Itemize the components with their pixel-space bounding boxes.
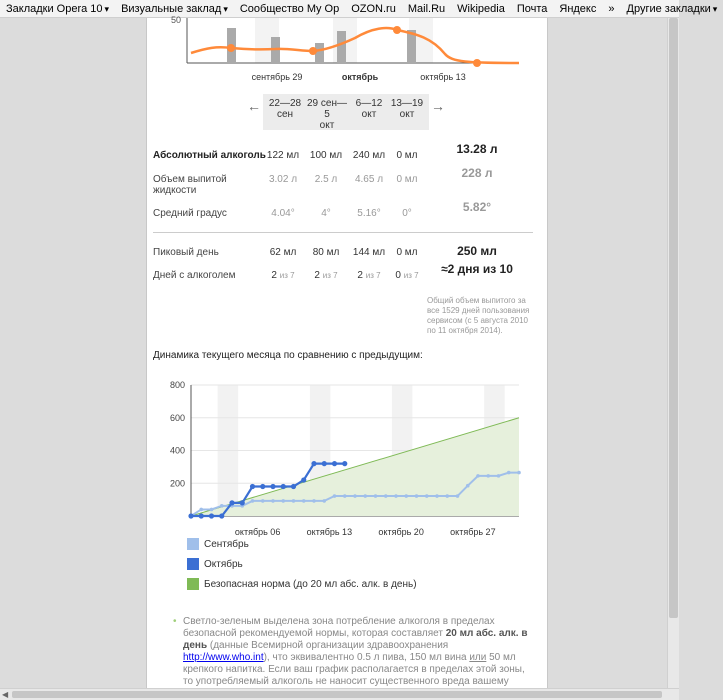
page-content [146, 15, 548, 688]
september-point [466, 484, 470, 488]
september-point [271, 499, 275, 503]
comparison-title: Динамика текущего месяца по сравнению с предыдущим: [153, 350, 423, 361]
october-point [281, 484, 286, 489]
comparison-chart [147, 373, 549, 537]
october-point [332, 461, 337, 466]
october-point [291, 484, 296, 489]
september-point [445, 494, 449, 498]
stat-label-volume: Объем выпитой жидкости [153, 174, 227, 196]
prev-week-arrow-icon[interactable]: ← [247, 98, 261, 114]
stat-value: 144 мл [352, 247, 386, 258]
september-point [333, 494, 337, 498]
september-point [507, 471, 511, 475]
september-point [425, 494, 429, 498]
stat-value: 0 мл [396, 174, 418, 185]
y-tick-label: 600 [169, 412, 185, 423]
legend-swatch [187, 578, 199, 590]
stat-total: 228 л [461, 166, 493, 180]
chevron-down-icon: ▾ [223, 3, 228, 14]
bullet-icon: • [173, 616, 177, 627]
september-point [435, 494, 439, 498]
left-margin [0, 18, 146, 688]
september-point [199, 508, 203, 512]
september-point [384, 494, 388, 498]
september-point [251, 499, 255, 503]
legend-swatch [187, 538, 199, 550]
scroll-left-icon[interactable]: ◀ [2, 690, 9, 699]
divider [153, 232, 533, 233]
legend-item-october: Октябрь [187, 558, 243, 570]
stat-value: 100 мл [309, 150, 343, 161]
september-point [374, 494, 378, 498]
stat-total: 250 мл [457, 244, 497, 258]
x-tick-label: сентябрь 29 [251, 72, 303, 82]
october-point [229, 500, 234, 505]
stat-value: 3.02 л [268, 174, 298, 185]
y-tick-label: 800 [169, 380, 185, 390]
footnote: Общий объем выпитого за все 1529 дней пользования сервисом (с 5 августа 2010 по 11 октября 2014). [427, 296, 530, 335]
stat-value: 240 мл [352, 150, 386, 161]
september-point [517, 471, 521, 475]
bookmark-my-opera[interactable]: Сообщество My Op [239, 2, 340, 15]
bookmark-yandex[interactable]: Яндекс [559, 2, 597, 15]
stat-value: 0° [402, 208, 412, 219]
september-point [497, 474, 501, 478]
october-point [240, 500, 245, 505]
stat-value: 4.65 л [354, 174, 384, 185]
x-tick-label: октябрь 20 [378, 527, 424, 537]
stat-value: 0 мл [396, 150, 418, 161]
chevron-down-icon: ▾ [104, 3, 110, 14]
chevron-down-icon: ▾ [712, 3, 718, 14]
x-tick-label: октябрь 13 [306, 527, 353, 537]
september-point [322, 499, 326, 503]
who-link[interactable]: http://www.who.int [183, 652, 264, 663]
september-point [353, 494, 357, 498]
september-point [476, 474, 480, 478]
october-point [188, 513, 193, 518]
bookmark-other[interactable]: Другие закладки ▾ [626, 2, 718, 15]
trend-point [227, 44, 235, 52]
bookmark-visual[interactable]: Визуальные заклад ▾ [121, 2, 228, 15]
horizontal-scrollbar[interactable] [0, 688, 679, 700]
september-point [302, 499, 306, 503]
september-point [343, 494, 347, 498]
october-point [209, 513, 214, 518]
next-week-arrow-icon[interactable]: → [431, 98, 445, 114]
trend-point [473, 59, 481, 67]
october-point [250, 484, 255, 489]
legend-swatch [187, 558, 199, 570]
trend-point [393, 26, 401, 34]
y-tick-label: 50 [170, 15, 181, 25]
y-tick-label: 400 [169, 445, 185, 456]
trend-point [309, 47, 317, 55]
scrollbar-thumb[interactable] [12, 691, 662, 698]
september-point [312, 499, 316, 503]
right-margin [549, 18, 667, 688]
september-point [220, 504, 224, 508]
bookmark-mailru[interactable]: Mail.Ru [407, 2, 446, 15]
stat-label-avg-degree: Средний градус [153, 208, 227, 219]
stat-value: 4.04° [271, 208, 295, 219]
stat-value: 62 мл [269, 247, 297, 258]
september-point [394, 494, 398, 498]
legend-item-safe-norm: Безопасная норма (до 20 мл абс. алк. в день) [187, 578, 417, 590]
october-point [342, 461, 347, 466]
vertical-scrollbar[interactable] [667, 18, 679, 688]
week-item[interactable]: 13—19 окт [390, 98, 424, 120]
week-bar [337, 31, 346, 63]
stat-value: 122 мл [266, 150, 300, 161]
september-point [404, 494, 408, 498]
x-tick-label: октябрь 27 [450, 527, 496, 537]
october-point [322, 461, 327, 466]
september-point [363, 494, 367, 498]
y-tick-label: 200 [169, 478, 185, 489]
bookmarks-overflow-button[interactable]: » [608, 2, 615, 15]
stat-total: 5.82° [462, 200, 492, 214]
stat-value: 2 из 7 [357, 270, 381, 281]
bookmark-wikipedia[interactable]: Wikipedia [457, 2, 505, 15]
weekly-chart [147, 15, 549, 88]
stat-label-peak-day: Пиковый день [153, 247, 219, 258]
october-point [301, 477, 306, 482]
stat-value: 2 из 7 [314, 270, 338, 281]
scrollbar-thumb[interactable] [669, 18, 678, 618]
stat-total: ≈2 дня из 10 [441, 262, 513, 276]
stat-label-abs-alcohol: Абсолютный алкоголь [153, 150, 266, 161]
september-point [486, 474, 490, 478]
week-item[interactable]: 29 сен—5 окт [307, 98, 347, 131]
september-point [281, 499, 285, 503]
stat-total: 13.28 л [456, 142, 498, 156]
stat-value: 0 из 7 [395, 270, 419, 281]
bookmark-ozon[interactable]: OZON.ru [351, 2, 396, 15]
bookmarks-bar [0, 0, 718, 18]
x-tick-label: октябрь [341, 72, 379, 82]
september-point [415, 494, 419, 498]
stat-value: 2 из 7 [271, 270, 295, 281]
october-point [270, 484, 275, 489]
safe-norm-note: • Светло-зеленым выделена зона потребление алкоголя в пределах безопасной рекомендуемой нормы, которая составляет 20 мл абс. алк. в день (данные Всемирной организации здравоохранения http://www.who.int), что эквивалентно 0.5 л пива, 150 мл вина или 50 мл крепкого напитка. Если ваш график располагается в пределах этой зоны, то употребляемый алкоголь не наносит существенного вреда вашему [173, 616, 528, 687]
october-point [311, 461, 316, 466]
bookmark-mail[interactable]: Почта [516, 2, 548, 15]
x-tick-label: октябрь 06 [234, 527, 281, 537]
september-point [261, 499, 265, 503]
stat-value: 2.5 л [314, 174, 338, 185]
september-point [456, 494, 460, 498]
x-tick-label: октябрь 13 [420, 72, 466, 82]
legend-item-september: Сентябрь [187, 538, 249, 550]
week-item[interactable]: 6—12 окт [355, 98, 383, 120]
bookmark-opera[interactable]: Закладки Opera 10 ▾ [6, 2, 110, 15]
stat-label-days: Дней с алкоголем [153, 270, 236, 281]
october-point [199, 513, 204, 518]
stat-value: 0 мл [396, 247, 418, 258]
stat-value: 4° [321, 208, 331, 219]
september-point [292, 499, 296, 503]
stat-value: 5.16° [357, 208, 381, 219]
october-point [219, 513, 224, 518]
october-point [260, 484, 265, 489]
week-item[interactable]: 22—28 сен [268, 98, 302, 120]
stat-value: 80 мл [312, 247, 340, 258]
september-point [210, 508, 214, 512]
